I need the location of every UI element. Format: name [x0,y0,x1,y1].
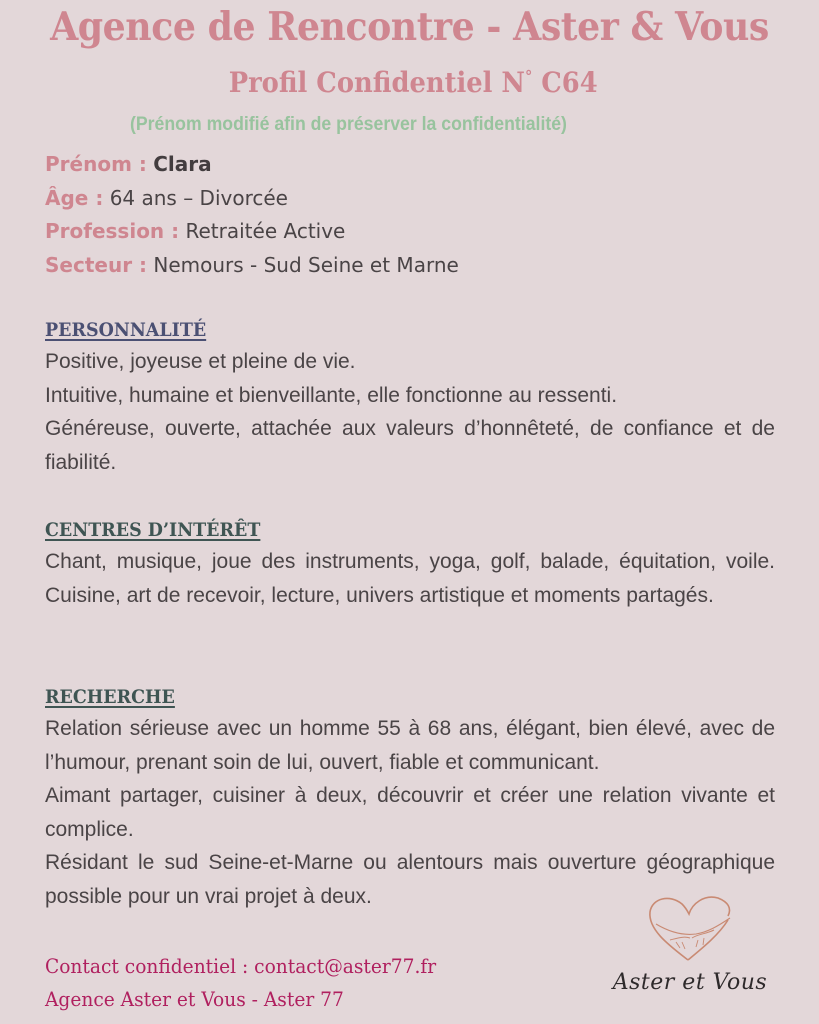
section-heading: PERSONNALITÉ [45,319,207,341]
agency-logo [600,890,780,1010]
contact-label: Contact confidentiel : [45,954,255,978]
field-label: Âge : [45,185,104,210]
profile-info [45,148,459,282]
section-paragraph: Généreuse, ouverte, attachée aux valeurs d’honnêteté, de confiance et de fiabilité. [45,417,775,474]
section-paragraph: Résidant le sud Seine-et-Marne ou alentours mais ouverture géographique possible pour un vrai projet à deux. [45,851,775,908]
section-paragraph: Chant, musique, joue des instruments, yoga, golf, balade, équitation, voile. Cuisine, art de recevoir, lecture, univers artistique et moments partagés. [45,550,775,607]
contact-email-link[interactable]: contact@aster77.fr [254,954,437,978]
section-paragraph: Positive, joyeuse et pleine de vie. [45,350,356,373]
profile-code: C64 [532,66,598,99]
section-paragraph: Aimant partager, cuisiner à deux, découvrir et créer une relation vivante et complice. [45,784,775,841]
confidentiality-note: (Prénom modifié afin de préserver la confidentialité) [130,114,567,135]
field-value: Clara [153,152,212,176]
section-heading: CENTRES D’INTÉRÊT [45,519,261,541]
field-label: Secteur : [45,252,148,277]
section-heading: RECHERCHE [45,686,175,708]
field-profession [45,215,459,249]
section-paragraph: Relation sérieuse avec un homme 55 à 68 ans, élégant, bien élevé, avec de l’humour, prenant soin de lui, ouvert, fiable et communicant. [45,717,775,774]
subtitle-prefix: Profil Confidentiel N [228,66,525,99]
field-value: 64 ans – Divorcée [109,185,288,210]
field-value: Nemours - Sud Seine et Marne [153,252,459,277]
field-label: Prénom : [45,152,147,176]
section-centres-interet [45,515,775,612]
field-firstname [45,148,459,182]
section-recherche [45,682,775,913]
field-value: Retraitée Active [185,219,346,243]
degree-symbol: ° [524,67,533,86]
contact-block [45,950,436,1016]
agency-line: Agence Aster et Vous - Aster 77 [45,987,344,1011]
profile-subtitle [33,66,786,99]
heart-hands-icon [600,890,780,970]
section-personnalite [45,315,775,479]
field-label: Profession : [45,219,180,243]
page-title: Agence de Rencontre - Aster & Vous [50,4,769,50]
logo-text: Aster et Vous [612,970,768,995]
section-paragraph: Intuitive, humaine et bienveillante, elle fonctionne au ressenti. [45,383,618,407]
field-age [45,182,459,216]
contact-line [45,950,436,983]
field-sector [45,249,459,283]
